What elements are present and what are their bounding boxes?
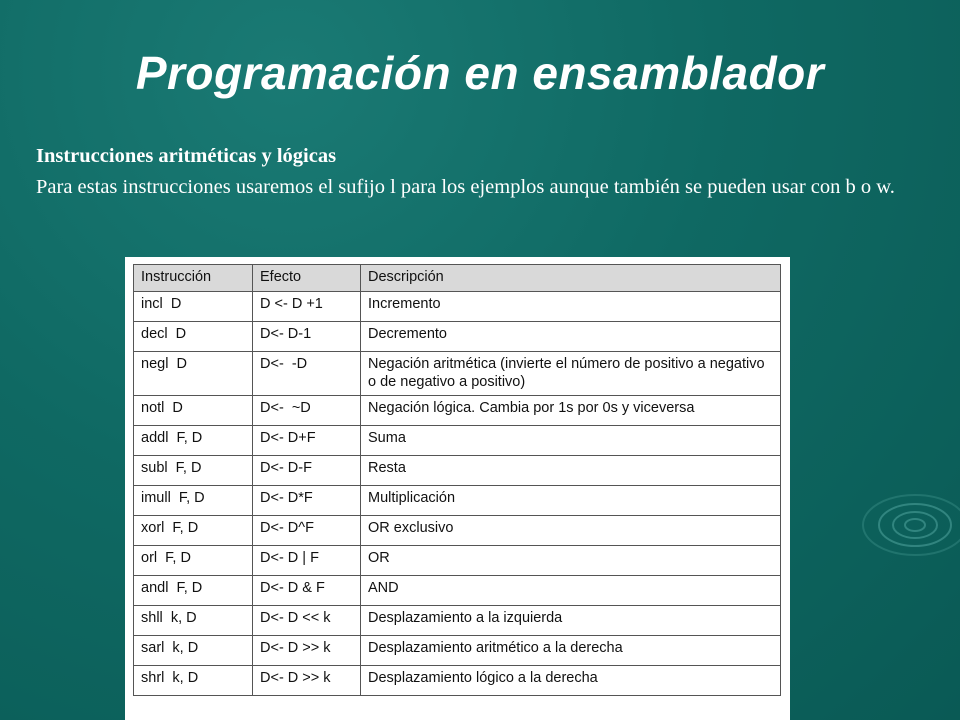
- intro-paragraph: Para estas instrucciones usaremos el sufijo l para los ejemplos aunque también se pueden usar con b o w.: [36, 176, 895, 198]
- cell-description: Negación lógica. Cambia por 1s por 0s y viceversa: [361, 396, 781, 426]
- cell-effect: D<- ~D: [253, 396, 361, 426]
- cell-instruction: negl D: [134, 352, 253, 396]
- table-row: [134, 546, 781, 576]
- table-row: [134, 636, 781, 666]
- cell-effect: D<- D >> k: [253, 636, 361, 666]
- cell-instruction: notl D: [134, 396, 253, 426]
- cell-effect: D<- D+F: [253, 426, 361, 456]
- cell-description: OR: [361, 546, 781, 576]
- cell-description: Suma: [361, 426, 781, 456]
- cell-instruction: sarl k, D: [134, 636, 253, 666]
- table-row: [134, 486, 781, 516]
- cell-instruction: shrl k, D: [134, 666, 253, 696]
- cell-description: Resta: [361, 456, 781, 486]
- cell-description: Desplazamiento lógico a la derecha: [361, 666, 781, 696]
- cell-instruction: incl D: [134, 292, 253, 322]
- table-header-row: [134, 265, 781, 292]
- table-row: [134, 426, 781, 456]
- table-row: [134, 576, 781, 606]
- cell-instruction: subl F, D: [134, 456, 253, 486]
- table-row: [134, 292, 781, 322]
- cell-description: Incremento: [361, 292, 781, 322]
- table-row: [134, 352, 781, 396]
- cell-description: OR exclusivo: [361, 516, 781, 546]
- water-ripple-decoration: [850, 470, 960, 580]
- table-row: [134, 322, 781, 352]
- slide-title: Programación en ensamblador: [135, 47, 825, 99]
- cell-effect: D<- D << k: [253, 606, 361, 636]
- cell-effect: D <- D +1: [253, 292, 361, 322]
- table-row: [134, 396, 781, 426]
- cell-instruction: addl F, D: [134, 426, 253, 456]
- cell-effect: D<- D & F: [253, 576, 361, 606]
- table-row: [134, 456, 781, 486]
- cell-effect: D<- D | F: [253, 546, 361, 576]
- cell-effect: D<- D-F: [253, 456, 361, 486]
- cell-instruction: imull F, D: [134, 486, 253, 516]
- cell-effect: D<- D-1: [253, 322, 361, 352]
- table-row: [134, 666, 781, 696]
- cell-description: Decremento: [361, 322, 781, 352]
- cell-description: AND: [361, 576, 781, 606]
- intro-text: [36, 141, 916, 203]
- instruction-table: [133, 264, 781, 696]
- cell-instruction: shll k, D: [134, 606, 253, 636]
- cell-effect: D<- D >> k: [253, 666, 361, 696]
- cell-description: Negación aritmética (invierte el número de positivo a negativo o de negativo a positivo): [361, 352, 781, 396]
- cell-instruction: xorl F, D: [134, 516, 253, 546]
- section-heading: Instrucciones aritméticas y lógicas: [36, 145, 337, 167]
- column-header-instruction: Instrucción: [134, 265, 253, 292]
- column-header-effect: Efecto: [253, 265, 361, 292]
- cell-instruction: andl F, D: [134, 576, 253, 606]
- instruction-table-panel: [125, 257, 790, 720]
- cell-effect: D<- D^F: [253, 516, 361, 546]
- cell-instruction: orl F, D: [134, 546, 253, 576]
- table-row: [134, 606, 781, 636]
- cell-description: Multiplicación: [361, 486, 781, 516]
- cell-effect: D<- D*F: [253, 486, 361, 516]
- column-header-description: Descripción: [361, 265, 781, 292]
- cell-instruction: decl D: [134, 322, 253, 352]
- cell-effect: D<- -D: [253, 352, 361, 396]
- cell-description: Desplazamiento a la izquierda: [361, 606, 781, 636]
- cell-description: Desplazamiento aritmético a la derecha: [361, 636, 781, 666]
- table-row: [134, 516, 781, 546]
